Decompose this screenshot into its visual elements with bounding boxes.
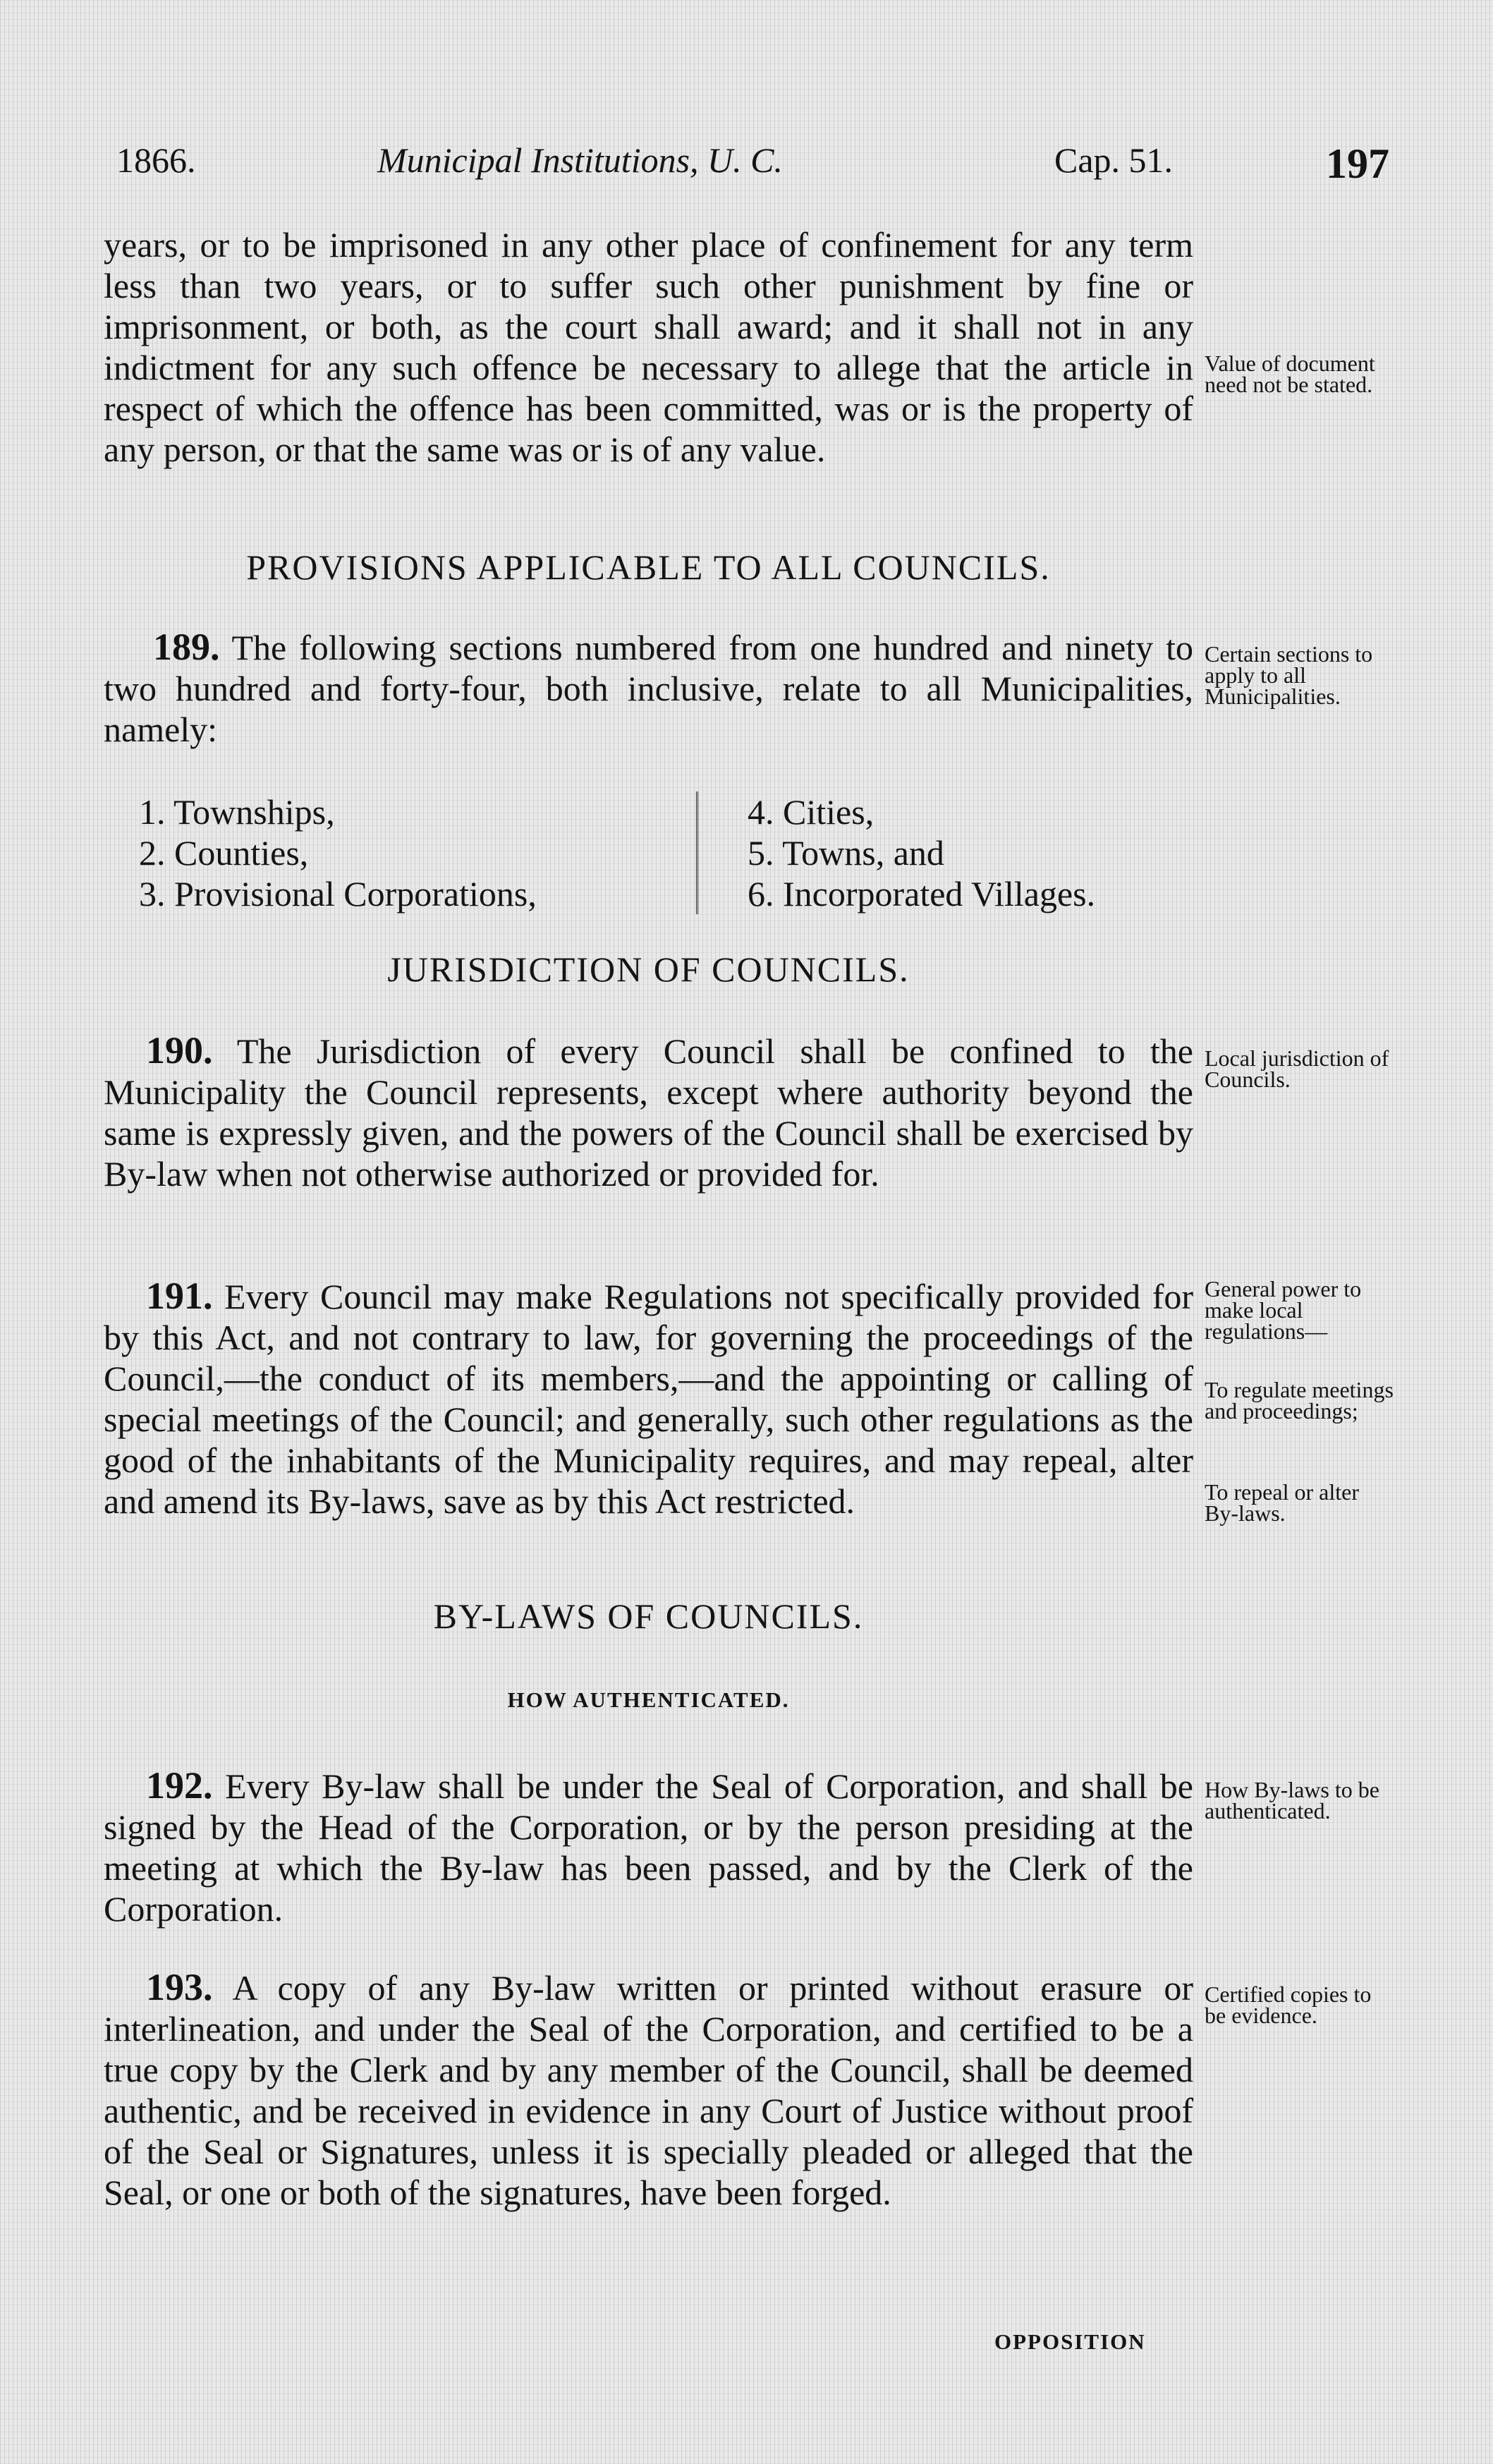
opening-paragraph: years, or to be imprisoned in any other place of confinement for any term less than two years, or to suffer such other punishment by fine or imprisonment, or both, as the court shall award; and it shall not in any indictment for any such offence be necessary to allege that the article in respect of which the offence has been committed, was or is the property of any person, or that the same was or is of any value. [104, 225, 1193, 469]
municipality-list [104, 791, 1193, 914]
list-item: 6. Incorporated Villages. [748, 874, 1096, 914]
page-number: 197 [1326, 140, 1389, 187]
heading-how-authenticated: HOW AUTHENTICATED. [507, 1687, 790, 1712]
margin-note-certain-sections: Certain sections to apply to all Municipalities. [1205, 641, 1373, 709]
margin-note-general-power: General power to make local regulations— [1205, 1276, 1362, 1344]
section-text: The following sections numbered from one hundred and ninety to two hundred and forty-four, both inclusive, relate to all Municipalities, namely: [104, 628, 1193, 749]
authenticated-heading-block [104, 1687, 1193, 1713]
section-number: 191. [146, 1275, 213, 1317]
section-192 [104, 1765, 1193, 1929]
list-column-right [698, 791, 1095, 914]
page-header [116, 140, 1389, 196]
heading-jurisdiction: JURISDICTION OF COUNCILS. [387, 949, 910, 989]
header-title: Municipal Institutions, U. C. [377, 140, 783, 180]
section-number: 189. [153, 626, 220, 668]
section-number: 190. [146, 1029, 213, 1072]
section-191 [104, 1275, 1193, 1522]
section-text: A copy of any By-law written or printed without erasure or interlineation, and under the Seal of the Corporation, and certified to be a true copy by the Clerk and by any member of the Council, shall be deemed authentic, and be received in evidence in any Court of Justice without proof of the Seal or Signatures, unless it is specially pleaded or alleged that the Seal, or one or both of the signatures, have been forged. [104, 1968, 1193, 2212]
margin-note-value: Value of document need not be stated. [1205, 351, 1375, 397]
heading-provisions: PROVISIONS APPLICABLE TO ALL COUNCILS. [246, 547, 1051, 587]
list-item: 1. Townships, [139, 792, 335, 832]
list-item: 3. Provisional Corporations, [139, 874, 537, 914]
list-item: 2. Counties, [139, 833, 309, 873]
margin-note-local-jurisdiction: Local jurisdiction of Councils. [1205, 1045, 1389, 1092]
provisions-heading-block [104, 547, 1193, 588]
catchword: OPPOSITION [994, 2329, 1146, 2354]
bylaws-heading-block [104, 1596, 1193, 1637]
jurisdiction-heading-block [104, 949, 1193, 990]
section-number: 193. [146, 1966, 213, 2008]
margin-note-repeal: To repeal or alter By-laws. [1205, 1479, 1359, 1526]
header-year: 1866. [116, 140, 196, 180]
heading-bylaws: BY-LAWS OF COUNCILS. [433, 1596, 864, 1636]
section-number: 192. [146, 1764, 213, 1807]
header-chapter: Cap. 51. [1054, 140, 1174, 180]
list-item: 5. Towns, and [748, 833, 944, 873]
section-text: Every Council may make Regulations not specifically provided for by this Act, and not contrary to law, for governing the proceedings of the Council,—the conduct of its members,—and the appointing or calling of special meetings of the Council; and generally, such other regulations as the good of the inhabitants of the Municipality requires, and may repeal, alter and amend its By-laws, save as by this Act restricted. [104, 1277, 1193, 1521]
section-193 [104, 1967, 1193, 2213]
margin-note-regulate: To regulate meetings and proceedings; [1205, 1377, 1394, 1424]
margin-note-how-bylaws: How By-laws to be authenticated. [1205, 1777, 1379, 1823]
list-item: 4. Cities, [748, 792, 875, 832]
section-190 [104, 1030, 1193, 1194]
list-column-left [104, 791, 698, 914]
section-189 [104, 626, 1193, 750]
margin-note-certified-copies: Certified copies to be evidence. [1205, 1981, 1372, 2028]
opening-paragraph-block [104, 224, 1193, 470]
section-text: Every By-law shall be under the Seal of Corporation, and shall be signed by the Head of the Corporation, or by the person presiding at the meeting at which the By-law has been passed, and by the Clerk of the Corporation. [104, 1766, 1193, 1929]
section-text: The Jurisdiction of every Council shall be confined to the Municipality the Council represents, except where authority beyond the same is expressly given, and the powers of the Council shall be exercised by By-law when not otherwise authorized or provided for. [104, 1031, 1193, 1194]
